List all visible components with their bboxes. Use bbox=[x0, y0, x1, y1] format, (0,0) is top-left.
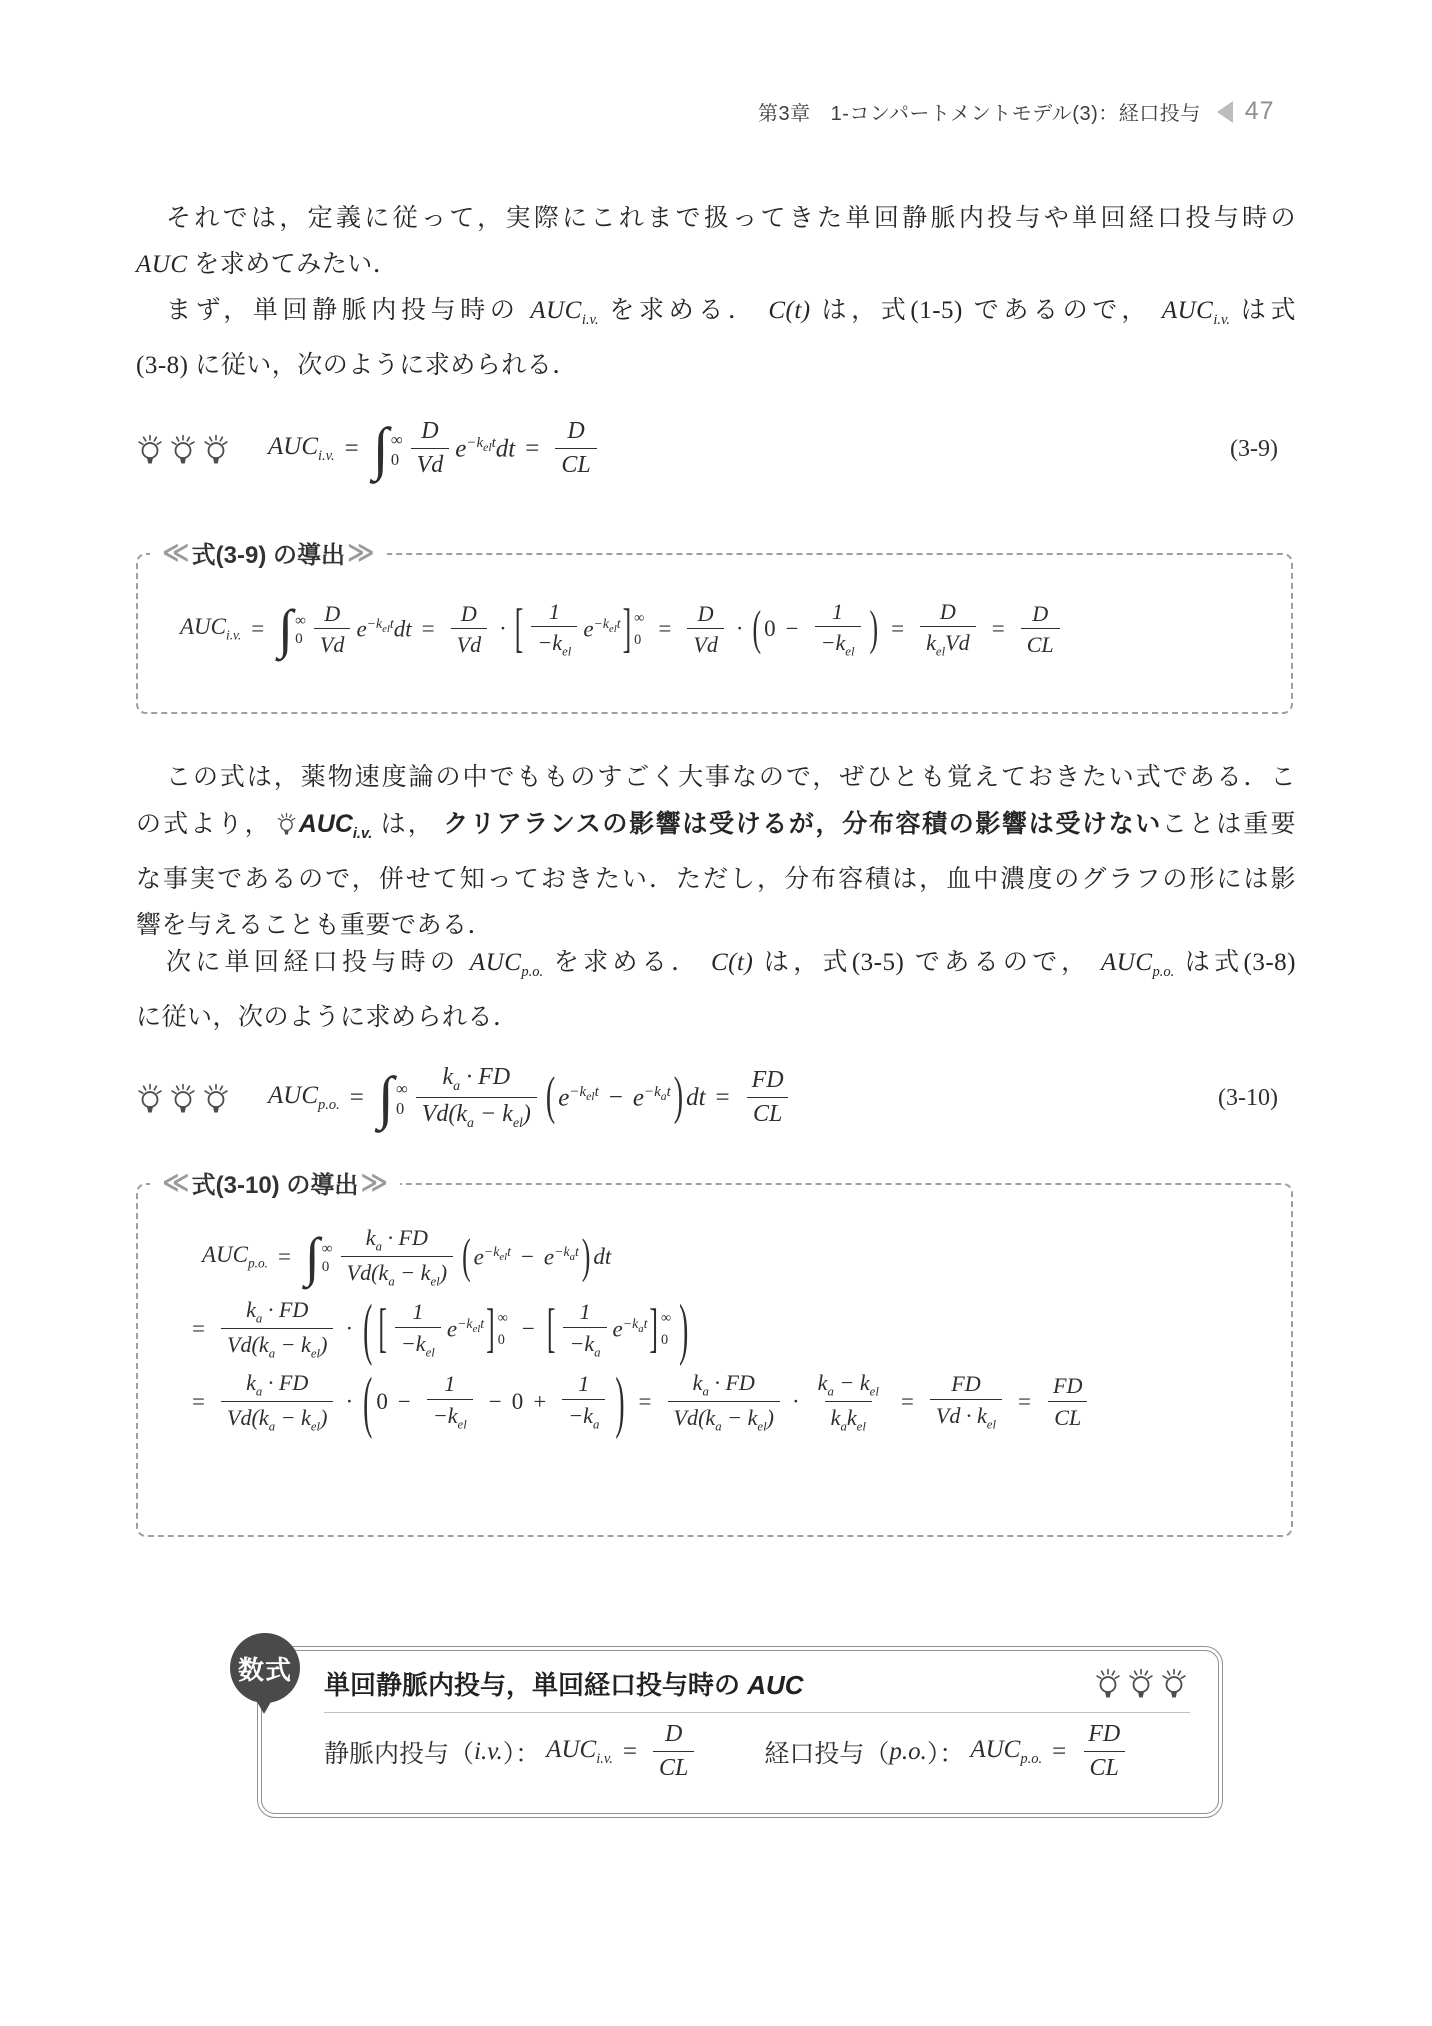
derivation-box-title: ≪ 式(3-10) の導出 ≫ bbox=[150, 1165, 400, 1200]
inline-auc-po: $AUC_{p.o.}$ bbox=[1101, 949, 1175, 980]
lightbulb-icon bbox=[276, 812, 297, 836]
derivation-formula: $AUC_{p.o.}$ = ∫ ∞ 0 $k_a$ · FD $Vd(k_a - k_{el})$ ( $e^{-k_{el}t}$ − $e^{-k_at}$ ) dt bbox=[202, 1225, 612, 1289]
inline-auc-iv: $AUC_{i.v.}$ bbox=[298, 810, 373, 842]
lightbulb-icons bbox=[136, 434, 230, 465]
fraction: 1 $-k_a$ bbox=[563, 1299, 606, 1360]
equation-formula: $AUC_{p.o.}$ = ∫ ∞ 0 $k_a$ · FD $Vd(k_a - k_{el})$ ( $e^{-k_{el}t}$ − $e^{-k_at}$ ) dt = $\frac{FD}{CL}$ bbox=[268, 1064, 796, 1132]
lightbulb-icon bbox=[136, 1083, 164, 1114]
derivation-box-title: ≪ 式(3-9) の導出 ≫ bbox=[150, 535, 387, 570]
text-line: (3-8) に従い，次のように求められる． bbox=[136, 352, 578, 379]
fraction: $\frac{D}{Vd}$ bbox=[451, 601, 488, 658]
inline-auc-iv: $AUC_{i.v.}$ bbox=[1161, 297, 1230, 328]
fraction: 1 $-k_{el}$ bbox=[395, 1299, 441, 1360]
paragraph-1 bbox=[136, 196, 1296, 288]
lightbulb-icon bbox=[1094, 1668, 1122, 1699]
text-line: この式は，薬物速度論の中でもものすごく大事なので，ぜひとも覚えておきたい式である．こ bbox=[166, 764, 1296, 791]
integral: ∫ ∞ 0 bbox=[372, 415, 403, 481]
fraction: D $k_{el}Vd$ bbox=[920, 599, 976, 660]
fraction: $\frac{FD}{CL}$ bbox=[746, 1067, 790, 1128]
text-line: まず，単回静脈内投与時の $AUC_{i.v.}$ を求める． C(t) は，式(1-5) であるので， $AUC_{i.v.}$ は式 bbox=[166, 297, 1296, 328]
fraction: 1 $-k_{el}$ bbox=[427, 1371, 473, 1432]
lightbulb-icon bbox=[136, 434, 164, 465]
lightbulb-icon bbox=[169, 434, 197, 465]
fraction: $\frac{1}{-k_a}$ bbox=[562, 1371, 605, 1432]
fraction: FD $Vd \cdot k_{el}$ bbox=[930, 1371, 1002, 1432]
fraction: 1 $-k_{el}$ bbox=[531, 599, 577, 660]
derivation-formula: $AUC_{i.v.}$ = ∫ ∞ 0 D Vd $e^{-k_{el}t}dt$ = $\frac{D}{Vd}$ · [ 1 $-k_{el}$ $e^{-k_{el}t}$ ] ∞ 0 = $\frac{D}{Vd}$ · ( 0 − 1 $-k_{el}$ ) = D $k_{el}Vd$ = $\frac{D}{CL}$ bbox=[180, 599, 1291, 660]
formula-badge: 数式 bbox=[230, 1633, 300, 1703]
fraction: $\frac{D}{CL}$ bbox=[555, 418, 596, 479]
derivation-box-3-9 bbox=[136, 537, 1293, 714]
fraction: D Vd bbox=[314, 601, 351, 658]
fraction: $k_a$ · FD $Vd(k_a - k_{el})$ bbox=[341, 1225, 453, 1289]
po-formula: 経口投与（ p.o. ）： $AUC_{p.o.}$ = $\frac{FD}{CL}$ bbox=[764, 1721, 1132, 1782]
iv-formula: 静脈内投与（ i.v. ）： $AUC_{i.v.}$ = $\frac{D}{CL}$ bbox=[324, 1721, 700, 1782]
triangle-icon bbox=[1217, 101, 1233, 123]
fraction: $k_a$ · FD $Vd(k_a - k_{el})$ bbox=[221, 1370, 333, 1434]
integral: ∫ ∞ 0 bbox=[377, 1064, 408, 1130]
lightbulb-icon bbox=[202, 434, 230, 465]
fraction: $\frac{D}{CL}$ bbox=[653, 1721, 694, 1782]
formula-box-title: 単回静脈内投与，単回経口投与時の AUC bbox=[324, 1670, 804, 1700]
integral: ∫ ∞ 0 bbox=[278, 598, 306, 659]
equation-3-10 bbox=[136, 1048, 1296, 1148]
fraction: $\frac{FD}{CL}$ bbox=[1082, 1721, 1126, 1782]
fraction: D Vd bbox=[411, 418, 450, 479]
text-line: それでは，定義に従って，実際にこれまで扱ってきた単回静脈内投与や単回経口投与時の bbox=[166, 205, 1296, 232]
fraction: $k_a$ · FD $Vd(k_a - k_{el})$ bbox=[416, 1064, 537, 1132]
inline-auc-iv: $AUC_{i.v.}$ bbox=[530, 297, 599, 328]
inline-auc: AUC bbox=[136, 251, 188, 278]
text-line: AUC を求めてみたい． bbox=[136, 251, 399, 278]
equation-3-9 bbox=[136, 405, 1296, 493]
lightbulb-icon bbox=[1127, 1668, 1155, 1699]
inline-ct: C(t) bbox=[768, 297, 811, 324]
page-header bbox=[758, 97, 1275, 126]
formula-summary-box bbox=[237, 1646, 1223, 1818]
paragraph-3 bbox=[136, 755, 1296, 949]
lightbulb-icon bbox=[202, 1083, 230, 1114]
text-line: な事実であるので，併せて知っておきたい．ただし，分布容積は，血中濃度のグラフの形には影 bbox=[136, 866, 1296, 893]
chapter-title: 1-コンパートメントモデル(3)：経口投与 bbox=[830, 103, 1201, 125]
paragraph-2 bbox=[136, 288, 1296, 389]
text-line: 響を与えることも重要である． bbox=[136, 912, 494, 939]
lightbulb-icon bbox=[169, 1083, 197, 1114]
chapter-label: 第3章 bbox=[758, 103, 811, 125]
derivation-formula: = $k_a$ · FD $Vd(k_a - k_{el})$ · ( 0 − 1 $-k_{el}$ − 0 + $\frac{1}{-k_a}$ ) = $k_a$ · FD $Vd(k_a - k_{el})$ · $k_a - k_{el}$ $k_ak_{el}$ = FD $Vd \cdot k_{el}$ = $\frac{FD}{CL}$ bbox=[182, 1370, 1291, 1434]
formula-box-divider bbox=[324, 1712, 1190, 1713]
page-number: 47 bbox=[1244, 97, 1275, 125]
text-line: 次に単回経口投与時の $AUC_{p.o.}$ を求める． C(t) は，式(3-5) であるので， $AUC_{p.o.}$ は式(3-8) bbox=[166, 949, 1296, 980]
integral: ∫ ∞ 0 bbox=[304, 1226, 333, 1287]
fraction: $k_a$ · FD $Vd(k_a - k_{el})$ bbox=[221, 1297, 333, 1361]
emphasis-text: クリアランスの影響は受けるが，分布容積の影響は受けない bbox=[443, 810, 1162, 838]
text-line: に従い，次のように求められる． bbox=[136, 1004, 519, 1031]
lightbulb-icons bbox=[1094, 1668, 1188, 1699]
fraction: 1 $-k_{el}$ bbox=[815, 599, 861, 660]
lightbulb-icons bbox=[136, 1083, 230, 1114]
derivation-formula: = $k_a$ · FD $Vd(k_a - k_{el})$ · ( [ 1 $-k_{el}$ $e^{-k_{el}t}$ ] ∞ 0 − [ 1 $-k_a$ $e^{-k_at}$ ] ∞ 0 ) bbox=[192, 1289, 689, 1367]
fraction: $k_a$ · FD $Vd(k_a - k_{el})$ bbox=[668, 1370, 780, 1434]
equation-number: (3-9) bbox=[1230, 435, 1278, 462]
paragraph-4 bbox=[136, 940, 1296, 1041]
fraction: $\frac{D}{CL}$ bbox=[1021, 601, 1060, 658]
fraction: $\frac{FD}{CL}$ bbox=[1047, 1373, 1088, 1430]
inline-auc-po: $AUC_{p.o.}$ bbox=[469, 949, 544, 980]
inline-ct: C(t) bbox=[711, 949, 754, 976]
equation-number: (3-10) bbox=[1218, 1084, 1278, 1111]
text-line: の式より， $AUC_{i.v.}$ は， クリアランスの影響は受けるが，分布容積の影響は受けないことは重要 bbox=[136, 810, 1296, 842]
equation-formula: $AUC_{i.v.}$ = ∫ ∞ 0 D Vd $e^{-k_{el}t}dt$ = $\frac{D}{CL}$ bbox=[268, 418, 603, 479]
fraction: $\frac{D}{Vd}$ bbox=[687, 601, 724, 658]
fraction: $k_a - k_{el}$ $k_ak_{el}$ bbox=[817, 1369, 879, 1434]
derivation-box-3-10 bbox=[136, 1167, 1293, 1537]
lightbulb-icon bbox=[1160, 1668, 1188, 1699]
